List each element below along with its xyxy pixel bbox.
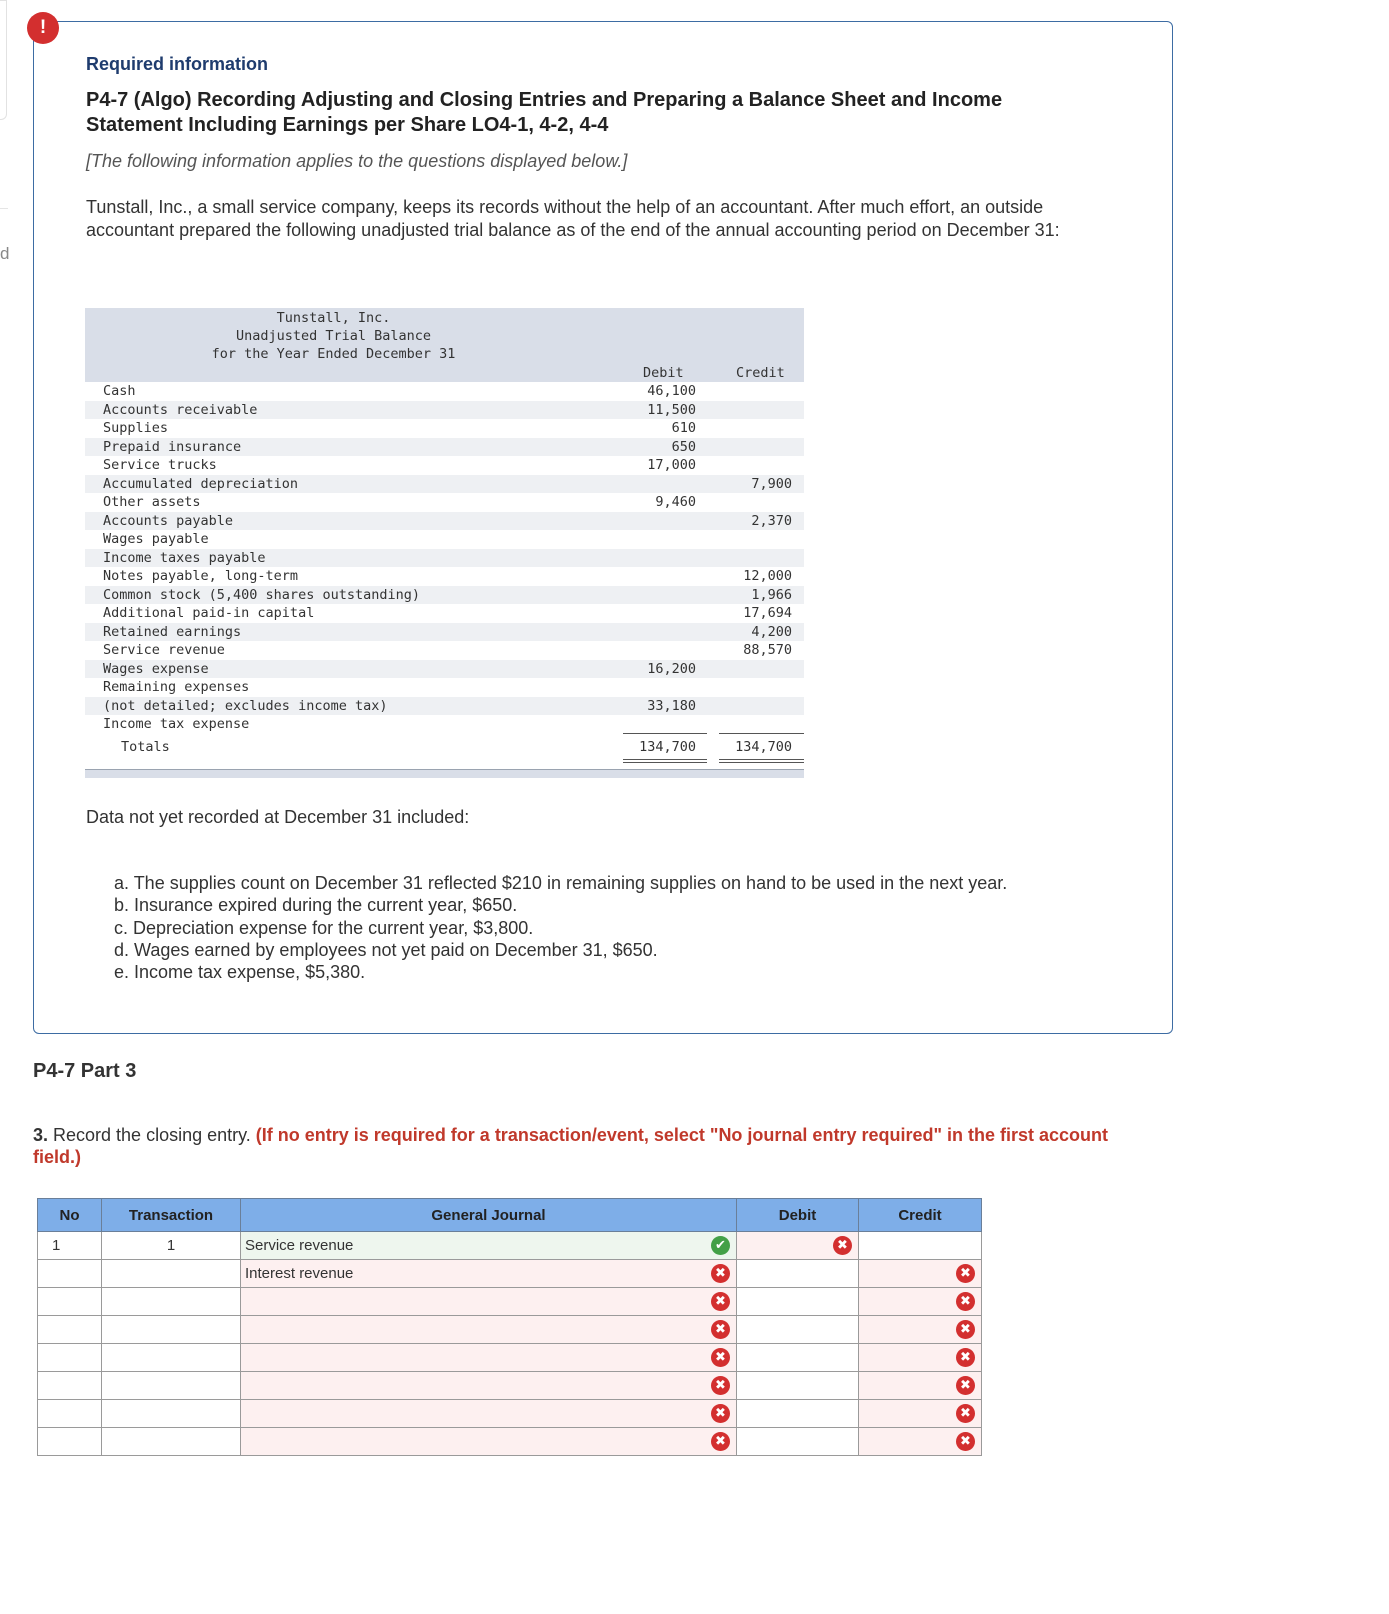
tb-row	[85, 678, 804, 697]
tb-account: Retained earnings	[103, 623, 242, 640]
tb-row	[85, 530, 804, 549]
side-panel-text: d	[0, 244, 10, 263]
journal-account-field[interactable]	[241, 1372, 737, 1400]
col-header-debit: Debit	[737, 1199, 859, 1232]
tb-account: Other assets	[103, 494, 201, 510]
tb-row	[85, 438, 804, 457]
tb-debit: 33,180	[647, 697, 696, 714]
required-info-heading: Required information	[86, 54, 269, 74]
journal-transaction-cell	[102, 1260, 241, 1288]
journal-transaction-cell	[102, 1344, 241, 1372]
journal-no-cell	[38, 1428, 102, 1456]
tb-title: Unadjusted Trial Balance	[235, 328, 432, 344]
tb-debit: 46,100	[647, 383, 696, 399]
journal-account-field[interactable]	[241, 1288, 737, 1316]
tb-row	[85, 456, 804, 475]
tb-account: Income tax expense	[103, 716, 250, 732]
tb-row	[85, 623, 804, 642]
adjustment-c: c. Depreciation expense for the current year, $3,800.	[114, 917, 534, 938]
tb-total-credit: 134,700	[735, 739, 792, 755]
incorrect-x-icon: ✖	[711, 1376, 730, 1395]
tb-account: Accounts receivable	[103, 401, 258, 418]
tb-credit: 7,900	[751, 475, 792, 492]
tb-row	[85, 401, 804, 420]
journal-transaction-cell	[102, 1316, 241, 1344]
journal-no-cell	[38, 1316, 102, 1344]
journal-transaction-cell	[102, 1400, 241, 1428]
journal-no-cell	[38, 1400, 102, 1428]
tb-account: Remaining expenses	[103, 679, 250, 695]
tb-credit: 12,000	[743, 568, 792, 584]
journal-account-value: Service revenue	[245, 1237, 354, 1254]
tb-debit-header: Debit	[643, 365, 684, 381]
journal-debit-field[interactable]	[737, 1372, 859, 1400]
trial-balance-footer	[85, 769, 804, 778]
incorrect-x-icon: ✖	[711, 1432, 730, 1451]
journal-transaction-cell	[102, 1428, 241, 1456]
tb-account: Service trucks	[103, 457, 217, 473]
trial-balance-table	[85, 308, 804, 778]
journal-credit-field[interactable]	[859, 1288, 982, 1316]
side-divider	[0, 208, 8, 209]
problem-title: P4-7 (Algo) Recording Adjusting and Closing Entries and Preparing a Balance Sheet and Income Statement Including Earnings per Share LO4-1, 4-2, 4-4	[86, 89, 1003, 136]
incorrect-x-icon: ✖	[833, 1236, 852, 1255]
tb-credit: 17,694	[743, 605, 792, 621]
journal-transaction-cell: 1	[102, 1232, 241, 1260]
tb-row	[85, 419, 804, 438]
tb-debit: 17,000	[647, 457, 696, 473]
incorrect-x-icon: ✖	[956, 1348, 975, 1367]
journal-transaction-cell	[102, 1372, 241, 1400]
col-header-transaction: Transaction	[102, 1199, 241, 1232]
incorrect-x-icon: ✖	[711, 1404, 730, 1423]
applies-note: [The following information applies to the questions displayed below.]	[86, 151, 628, 171]
tb-row	[85, 641, 804, 660]
incorrect-x-icon: ✖	[956, 1292, 975, 1311]
tb-account: Common stock (5,400 shares outstanding)	[103, 586, 420, 603]
credit-subtotal-line	[719, 733, 804, 734]
journal-credit-field[interactable]	[859, 1344, 982, 1372]
tb-credit-header: Credit	[736, 365, 785, 381]
journal-credit-field[interactable]	[859, 1232, 982, 1260]
tb-row	[85, 586, 804, 605]
journal-debit-field[interactable]	[737, 1232, 859, 1260]
journal-account-field[interactable]	[241, 1316, 737, 1344]
tb-credit: 2,370	[751, 512, 792, 529]
tb-debit: 11,500	[647, 401, 696, 418]
journal-no-cell	[38, 1372, 102, 1400]
tb-account: Accounts payable	[103, 512, 234, 529]
incorrect-x-icon: ✖	[711, 1292, 730, 1311]
journal-credit-field[interactable]	[859, 1428, 982, 1456]
journal-debit-field[interactable]	[737, 1400, 859, 1428]
side-panel-edge	[0, 0, 7, 120]
problem-intro: Tunstall, Inc., a small service company, keeps its records without the help of an accountant. After much effort, an outside accountant prepared the following unadjusted trial balance as of the end of the annual accounting period on December 31:	[86, 197, 1060, 240]
trial-balance-header	[85, 308, 804, 382]
debit-subtotal-line	[623, 733, 707, 734]
journal-row	[38, 1344, 982, 1372]
tb-company: Tunstall, Inc.	[276, 310, 391, 326]
journal-debit-field[interactable]	[737, 1344, 859, 1372]
journal-no-cell	[38, 1260, 102, 1288]
tb-account: Prepaid insurance	[103, 438, 242, 455]
tb-row	[85, 549, 804, 568]
adjustment-b: b. Insurance expired during the current year, $650.	[114, 895, 518, 916]
tb-period: for the Year Ended December 31	[211, 346, 456, 362]
tb-account: Service revenue	[103, 642, 225, 658]
incorrect-x-icon: ✖	[711, 1264, 730, 1283]
journal-credit-field[interactable]	[859, 1316, 982, 1344]
journal-transaction-cell	[102, 1288, 241, 1316]
tb-row	[85, 604, 804, 623]
tb-debit: 9,460	[655, 494, 696, 510]
journal-debit-field[interactable]	[737, 1288, 859, 1316]
tb-account: Wages payable	[103, 531, 209, 547]
tb-row	[85, 660, 804, 679]
journal-row	[38, 1400, 982, 1428]
incorrect-x-icon: ✖	[956, 1432, 975, 1451]
journal-account-field[interactable]	[241, 1260, 737, 1288]
incorrect-x-icon: ✖	[956, 1320, 975, 1339]
journal-row	[38, 1316, 982, 1344]
tb-account: Accumulated depreciation	[103, 475, 299, 492]
adjustments-list	[114, 872, 1007, 983]
tb-account: Additional paid-in capital	[103, 605, 315, 621]
tb-row	[85, 475, 804, 494]
tb-credit: 88,570	[743, 642, 792, 658]
journal-account-field[interactable]	[241, 1428, 737, 1456]
tb-debit: 650	[671, 438, 696, 455]
tb-credit: 1,966	[751, 586, 792, 603]
tb-totals-row	[85, 738, 804, 757]
col-header-credit: Credit	[859, 1199, 982, 1232]
tb-row	[85, 382, 804, 401]
incorrect-x-icon: ✖	[956, 1376, 975, 1395]
journal-no-cell	[38, 1344, 102, 1372]
adjustment-d: d. Wages earned by employees not yet paid on December 31, $650.	[114, 939, 658, 960]
journal-row	[38, 1372, 982, 1400]
journal-account-value: Interest revenue	[245, 1265, 354, 1282]
tb-account: Supplies	[103, 420, 169, 436]
journal-credit-field[interactable]	[859, 1400, 982, 1428]
tb-row	[85, 512, 804, 531]
tb-row	[85, 567, 804, 586]
journal-no-cell	[38, 1288, 102, 1316]
tb-account: (not detailed; excludes income tax)	[103, 697, 388, 714]
tb-account: Income taxes payable	[103, 549, 266, 566]
journal-debit-field[interactable]	[737, 1428, 859, 1456]
general-journal-table	[37, 1198, 982, 1456]
journal-row	[38, 1260, 982, 1288]
incorrect-x-icon: ✖	[956, 1264, 975, 1283]
part-title: P4-7 Part 3	[33, 1060, 137, 1082]
journal-debit-field[interactable]	[737, 1316, 859, 1344]
incorrect-x-icon: ✖	[711, 1320, 730, 1339]
adjustment-a: a. The supplies count on December 31 reflected $210 in remaining supplies on hand to be used in the next year.	[114, 873, 1008, 893]
tb-row	[85, 715, 804, 734]
correct-check-icon: ✔	[711, 1236, 730, 1255]
journal-row	[38, 1428, 982, 1456]
adjustment-e: e. Income tax expense, $5,380.	[114, 962, 366, 983]
tb-account: Wages expense	[103, 660, 209, 677]
tb-debit: 610	[671, 420, 696, 436]
journal-no-cell: 1	[38, 1232, 102, 1260]
credit-total-double-line	[719, 759, 804, 763]
alert-icon: !	[27, 12, 59, 44]
data-not-recorded-intro: Data not yet recorded at December 31 included:	[86, 807, 470, 827]
tb-credit: 4,200	[751, 623, 792, 640]
debit-total-double-line	[623, 759, 707, 763]
tb-total-debit: 134,700	[639, 739, 696, 755]
journal-row	[38, 1288, 982, 1316]
journal-debit-field[interactable]	[737, 1260, 859, 1288]
journal-credit-field[interactable]	[859, 1260, 982, 1288]
col-header-general-journal: General Journal	[241, 1199, 737, 1232]
journal-account-field[interactable]	[241, 1400, 737, 1428]
tb-totals-label: Totals	[121, 739, 170, 755]
journal-row	[38, 1232, 982, 1260]
part-instruction: 3. Record the closing entry. (If no entry is required for a transaction/event, select "No journal entry required" in the first account field.)	[33, 1125, 1109, 1167]
tb-debit: 16,200	[647, 660, 696, 677]
incorrect-x-icon: ✖	[711, 1348, 730, 1367]
tb-row	[85, 493, 804, 512]
journal-credit-field[interactable]	[859, 1372, 982, 1400]
tb-account: Cash	[103, 383, 136, 399]
tb-account: Notes payable, long-term	[103, 568, 299, 584]
tb-row	[85, 697, 804, 716]
journal-account-field[interactable]	[241, 1232, 737, 1260]
incorrect-x-icon: ✖	[956, 1404, 975, 1423]
col-header-no: No	[38, 1199, 102, 1232]
journal-account-field[interactable]	[241, 1344, 737, 1372]
